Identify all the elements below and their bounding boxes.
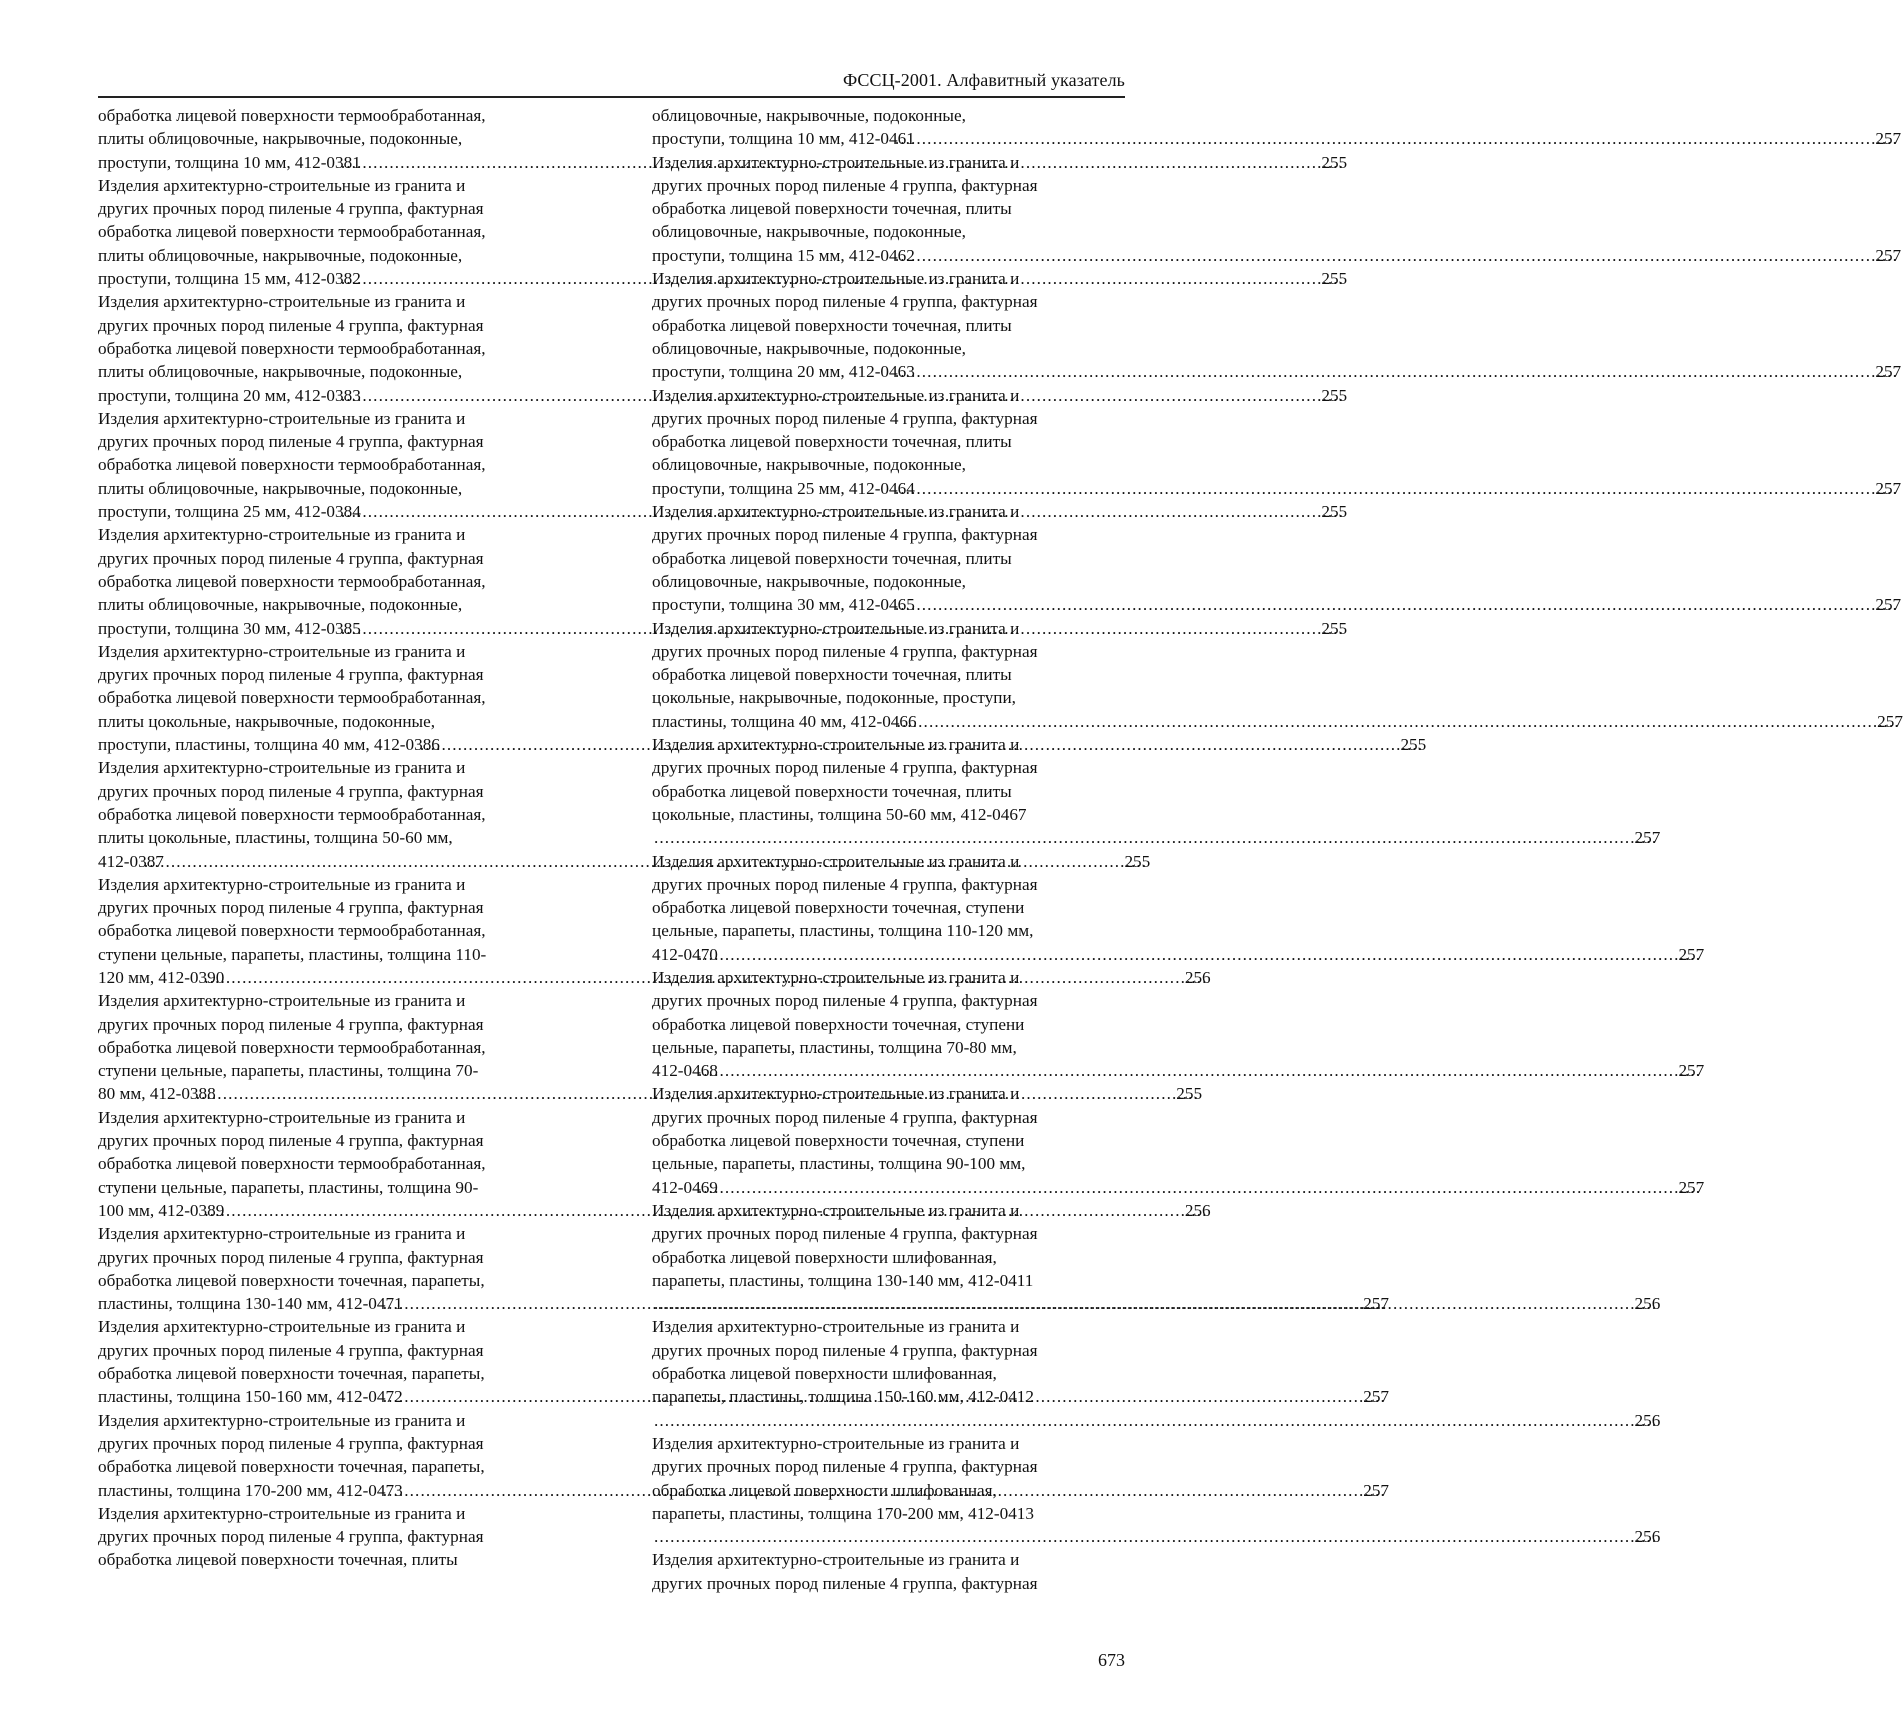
entry-text-line: цельные, парапеты, пластины, толщина 70-80 мм,	[652, 1037, 1017, 1057]
entry-text-line: обработка лицевой поверхности шлифованная,	[652, 1364, 997, 1384]
dot-leader	[917, 360, 1896, 383]
entry-text-line: Изделия архитектурно-строительные из гранита и	[652, 1550, 1020, 1570]
entry-text-line: других прочных пород пиленые 4 группа, фактурная	[652, 1224, 1038, 1244]
entry-text-line: Изделия архитектурно-строительные из гранита и	[98, 641, 466, 661]
entry-text-line: других прочных пород пиленые 4 группа, фактурная	[652, 175, 1038, 195]
entry-text-line: ступени цельные, парапеты, пластины, толщина 110-	[98, 944, 487, 964]
index-entry	[98, 1502, 574, 1572]
entry-text-line: Изделия архитектурно-строительные из гранита и	[652, 1433, 1020, 1453]
entry-last-line: пластины, толщина 150-160 мм, 412-0472	[98, 1387, 403, 1407]
page-number: 673	[1098, 1650, 1125, 1670]
entry-text-line: других прочных пород пиленые 4 группа, фактурная	[652, 525, 1038, 545]
entry-text-line: облицовочные, накрывочные, подоконные,	[652, 106, 966, 125]
entry-page-number: 257	[1875, 129, 1902, 149]
entry-page-reference	[674, 826, 1661, 849]
entry-text-line: обработка лицевой поверхности точечная, парапеты,	[98, 1270, 485, 1290]
entry-text-line: облицовочные, накрывочные, подоконные,	[652, 571, 966, 591]
dot-leader	[676, 1292, 1655, 1315]
entry-text-line: плиты облицовочные, накрывочные, подоконные,	[98, 245, 463, 265]
entry-text-line: Изделия архитектурно-строительные из гранита и	[98, 874, 466, 894]
entry-page-number: 255	[1321, 385, 1348, 405]
dot-leader	[720, 1059, 1699, 1082]
entry-text-line: Изделия архитектурно-строительные из гранита и	[98, 1503, 466, 1523]
entry-text-line: ступени цельные, парапеты, пластины, толщина 90-	[98, 1177, 479, 1197]
entry-text-line: других прочных пород пиленые 4 группа, фактурная	[652, 991, 1038, 1011]
entry-last-line: 412-0468	[652, 1061, 718, 1081]
entry-last-line: проступи, толщина 20 мм, 412-0383	[98, 385, 361, 405]
entry-last-line: пластины, толщина 40 мм, 412-0466	[652, 711, 917, 731]
index-entry-continuation	[652, 104, 1902, 151]
entry-page-number: 256	[1184, 967, 1211, 987]
entry-text-line: обработка лицевой поверхности точечная, ступени	[652, 1014, 1025, 1034]
entry-text-line: обработка лицевой поверхности термообработанная,	[98, 455, 486, 475]
entry-last-line: 412-0387	[98, 851, 164, 871]
entry-text-line: обработка лицевой поверхности термообработанная,	[98, 1154, 486, 1174]
entry-last-line: проступи, толщина 10 мм, 412-0461	[652, 129, 915, 149]
entry-text-line: обработка лицевой поверхности термообработанная,	[98, 338, 486, 358]
entry-page-number: 257	[1363, 1480, 1390, 1500]
entry-page-number: 255	[1321, 269, 1348, 289]
entry-text-line: других прочных пород пиленые 4 группа, фактурная	[98, 1340, 484, 1360]
entry-text-line: плиты облицовочные, накрывочные, подоконные,	[98, 362, 463, 382]
entry-page-reference	[674, 1525, 1661, 1548]
entry-page-number: 255	[1321, 152, 1348, 172]
entry-page-number: 257	[1678, 1061, 1705, 1081]
entry-text-line: обработка лицевой поверхности точечная, плиты	[652, 665, 1012, 685]
entry-text-line: обработка лицевой поверхности шлифованная,	[652, 1480, 997, 1500]
entry-text-line: обработка лицевой поверхности точечная, ступени	[652, 1131, 1025, 1151]
entry-page-number: 257	[1363, 1387, 1390, 1407]
entry-text-line: обработка лицевой поверхности точечная, плиты	[652, 199, 1012, 219]
entry-page-number: 257	[1875, 362, 1902, 382]
dot-leader	[720, 943, 1699, 966]
entry-text-line: обработка лицевой поверхности термообработанная,	[98, 571, 486, 591]
entry-text-line: обработка лицевой поверхности шлифованная,	[652, 1247, 997, 1267]
entry-text-line: ступени цельные, парапеты, пластины, толщина 70-	[98, 1061, 479, 1081]
entry-text-line: обработка лицевой поверхности термообработанная,	[98, 804, 486, 824]
entry-page-number: 255	[1400, 735, 1427, 755]
dot-leader	[676, 1525, 1655, 1548]
entry-text-line: других прочных пород пиленые 4 группа, фактурная	[652, 1107, 1038, 1127]
entry-last-line: проступи, толщина 30 мм, 412-0385	[98, 618, 361, 638]
entry-text-line: парапеты, пластины, толщина 170-200 мм, 412-0413	[652, 1503, 1034, 1523]
entry-text-line: других прочных пород пиленые 4 группа, фактурная	[98, 432, 484, 452]
entry-text-line: других прочных пород пиленые 4 группа, фактурная	[652, 1573, 1038, 1593]
entry-page-reference	[674, 1409, 1661, 1432]
entry-last-line: проступи, толщина 15 мм, 412-0382	[98, 269, 361, 289]
entry-page-reference	[652, 1059, 1705, 1082]
entry-text-line: Изделия архитектурно-строительные из гранита и	[652, 1200, 1020, 1220]
entry-text-line: других прочных пород пиленые 4 группа, фактурная	[98, 199, 484, 219]
entry-text-line: плиты цокольные, пластины, толщина 50-60 мм,	[98, 828, 453, 848]
entry-page-number: 257	[1363, 1294, 1390, 1314]
entry-last-line: проступи, толщина 15 мм, 412-0462	[652, 245, 915, 265]
entry-last-line: 412-0469	[652, 1177, 718, 1197]
entry-text-line: плиты цокольные, накрывочные, подоконные,	[98, 711, 436, 731]
entry-page-reference	[652, 593, 1902, 616]
entry-text-line: плиты облицовочные, накрывочные, подоконные,	[98, 129, 463, 149]
entry-text-line: Изделия архитектурно-строительные из гранита и	[98, 1224, 466, 1244]
entry-page-number: 257	[1875, 595, 1902, 615]
entry-text-line: обработка лицевой поверхности точечная, парапеты,	[98, 1457, 485, 1477]
entry-page-number: 256	[1184, 1200, 1211, 1220]
entry-last-line: 80 мм, 412-0388	[98, 1084, 216, 1104]
entry-text-line: обработка лицевой поверхности точечная, плиты	[652, 548, 1012, 568]
entry-text-line: других прочных пород пиленые 4 группа, фактурная	[98, 1247, 484, 1267]
entry-text-line: Изделия архитектурно-строительные из гранита и	[98, 292, 466, 312]
running-header-title: ФССЦ-2001. Алфавитный указатель	[843, 70, 1125, 90]
entry-text-line: Изделия архитектурно-строительные из гранита и	[652, 152, 1020, 172]
entry-text-line: других прочных пород пиленые 4 группа, фактурная	[652, 1340, 1038, 1360]
entry-text-line: Изделия архитектурно-строительные из гранита и	[98, 175, 466, 195]
entry-page-number: 255	[1176, 1084, 1203, 1104]
entry-text-line: других прочных пород пиленые 4 группа, фактурная	[98, 1014, 484, 1034]
entry-text-line: других прочных пород пиленые 4 группа, фактурная	[652, 408, 1038, 428]
dot-leader	[917, 244, 1896, 267]
entry-text-line: других прочных пород пиленые 4 группа, фактурная	[98, 1433, 484, 1453]
entry-text-line: других прочных пород пиленые 4 группа, фактурная	[652, 641, 1038, 661]
entry-text-line: облицовочные, накрывочные, подоконные,	[652, 338, 966, 358]
entry-last-line: проступи, толщина 10 мм, 412-0381	[98, 152, 361, 172]
entry-text-line: обработка лицевой поверхности термообработанная,	[98, 222, 486, 242]
entry-text-line: облицовочные, накрывочные, подоконные,	[652, 222, 966, 242]
entry-text-line: других прочных пород пиленые 4 группа, фактурная	[98, 898, 484, 918]
entry-page-number: 257	[1678, 944, 1705, 964]
entry-last-line: проступи, толщина 30 мм, 412-0465	[652, 595, 915, 615]
entry-page-reference	[652, 244, 1902, 267]
entry-last-line: 120 мм, 412-0390	[98, 967, 225, 987]
entry-page-number: 255	[1321, 502, 1348, 522]
entry-last-line: 412-0470	[652, 944, 718, 964]
entry-last-line: проступи, толщина 25 мм, 412-0464	[652, 478, 915, 498]
entry-page-number: 257	[1875, 245, 1902, 265]
entry-page-reference	[98, 1292, 1390, 1315]
running-header	[98, 66, 1125, 98]
entry-text-line: других прочных пород пиленые 4 группа, фактурная	[98, 315, 484, 335]
entry-text-line: обработка лицевой поверхности термообработанная,	[98, 106, 486, 125]
entry-text-line: Изделия архитектурно-строительные из гранита и	[652, 1084, 1020, 1104]
entry-page-number: 257	[1877, 711, 1903, 731]
entry-last-line: проступи, пластины, толщина 40 мм, 412-0386	[98, 735, 440, 755]
entry-page-number: 256	[1634, 1294, 1661, 1314]
entry-text-line: обработка лицевой поверхности точечная, плиты	[652, 315, 1012, 335]
entry-text-line: Изделия архитектурно-строительные из гранита и	[98, 991, 466, 1011]
entry-last-line: проступи, толщина 20 мм, 412-0463	[652, 362, 915, 382]
entry-text-line: обработка лицевой поверхности термообработанная,	[98, 921, 486, 941]
entry-page-reference	[652, 127, 1902, 150]
entry-text-line: других прочных пород пиленые 4 группа, фактурная	[98, 1527, 484, 1547]
entry-text-line: парапеты, пластины, толщина 130-140 мм, 412-0411	[652, 1270, 1034, 1290]
entry-text-line: Изделия архитектурно-строительные из гранита и	[98, 1107, 466, 1127]
entry-text-line: Изделия архитектурно-строительные из гранита и	[652, 385, 1020, 405]
entry-text-line: Изделия архитектурно-строительные из гранита и	[652, 269, 1020, 289]
entry-text-line: Изделия архитектурно-строительные из гранита и	[652, 735, 1020, 755]
entry-page-reference	[652, 710, 1903, 733]
entry-text-line: Изделия архитектурно-строительные из гранита и	[98, 408, 466, 428]
index-entry	[652, 1548, 1125, 1595]
entry-last-line: 100 мм, 412-0389	[98, 1200, 225, 1220]
entry-text-line: других прочных пород пиленые 4 группа, фактурная	[652, 758, 1038, 778]
entry-text-line: обработка лицевой поверхности точечная, плиты	[98, 1550, 458, 1570]
entry-text-line: облицовочные, накрывочные, подоконные,	[652, 455, 966, 475]
entry-text-line: обработка лицевой поверхности точечная, плиты	[652, 432, 1012, 452]
entry-last-line: пластины, толщина 170-200 мм, 412-0473	[98, 1480, 403, 1500]
entry-text-line: плиты облицовочные, накрывочные, подоконные,	[98, 595, 463, 615]
entry-text-line: цокольные, пластины, толщина 50-60 мм, 412-0467	[652, 804, 1027, 824]
entry-page-number: 256	[1634, 1410, 1661, 1430]
entry-text-line: плиты облицовочные, накрывочные, подоконные,	[98, 478, 463, 498]
entry-text-line: цокольные, накрывочные, подоконные, проступи,	[652, 688, 1016, 708]
entry-page-reference	[652, 1176, 1705, 1199]
entry-page-number: 257	[1678, 1177, 1705, 1197]
entry-text-line: Изделия архитектурно-строительные из гранита и	[652, 967, 1020, 987]
entry-text-line: обработка лицевой поверхности точечная, плиты	[652, 781, 1012, 801]
entry-page-number: 257	[1875, 478, 1902, 498]
entry-text-line: других прочных пород пиленые 4 группа, фактурная	[652, 874, 1038, 894]
dot-leader	[919, 710, 1898, 733]
entry-page-reference	[652, 477, 1902, 500]
entry-text-line: других прочных пород пиленые 4 группа, фактурная	[652, 292, 1038, 312]
entry-text-line: обработка лицевой поверхности термообработанная,	[98, 688, 486, 708]
entry-page-number: 257	[1634, 828, 1661, 848]
entry-page-number: 255	[1321, 618, 1348, 638]
entry-text-line: обработка лицевой поверхности термообработанная,	[98, 1037, 486, 1057]
entry-page-reference	[652, 943, 1705, 966]
entry-text-line: обработка лицевой поверхности точечная, парапеты,	[98, 1364, 485, 1384]
entry-text-line: других прочных пород пиленые 4 группа, фактурная	[98, 665, 484, 685]
dot-leader	[917, 477, 1896, 500]
entry-text-line: других прочных пород пиленые 4 группа, фактурная	[98, 1131, 484, 1151]
entry-text-line: Изделия архитектурно-строительные из гранита и	[652, 618, 1020, 638]
entry-text-line: Изделия архитектурно-строительные из гранита и	[652, 502, 1020, 522]
entry-text-line: Изделия архитектурно-строительные из гранита и	[98, 1317, 466, 1337]
dot-leader	[676, 1409, 1655, 1432]
dot-leader	[917, 593, 1896, 616]
entry-page-number: 256	[1634, 1527, 1661, 1547]
dot-leader	[917, 127, 1896, 150]
entry-page-number: 255	[1124, 851, 1151, 871]
entry-text-line: Изделия архитектурно-строительные из гранита и	[98, 758, 466, 778]
entry-last-line: пластины, толщина 130-140 мм, 412-0471	[98, 1294, 403, 1314]
entry-text-line: других прочных пород пиленые 4 группа, фактурная	[98, 781, 484, 801]
entry-text-line: Изделия архитектурно-строительные из гранита и	[652, 851, 1020, 871]
entry-text-line: цельные, парапеты, пластины, толщина 90-100 мм,	[652, 1154, 1026, 1174]
entry-text-line: Изделия архитектурно-строительные из гранита и	[652, 1317, 1020, 1337]
entry-text-line: Изделия архитектурно-строительные из гранита и	[98, 525, 466, 545]
entry-page-reference	[652, 360, 1902, 383]
entry-text-line: Изделия архитектурно-строительные из гранита и	[98, 1410, 466, 1430]
entry-last-line: проступи, толщина 25 мм, 412-0384	[98, 502, 361, 522]
dot-leader	[676, 826, 1655, 849]
entry-text-line: других прочных пород пиленые 4 группа, фактурная	[98, 548, 484, 568]
entry-text-line: цельные, парапеты, пластины, толщина 110-120 мм,	[652, 921, 1034, 941]
entry-text-line: обработка лицевой поверхности точечная, ступени	[652, 898, 1025, 918]
dot-leader	[720, 1176, 1699, 1199]
entry-text-line: парапеты, пластины, толщина 150-160 мм, 412-0412	[652, 1387, 1034, 1407]
entry-text-line: других прочных пород пиленые 4 группа, фактурная	[652, 1457, 1038, 1477]
